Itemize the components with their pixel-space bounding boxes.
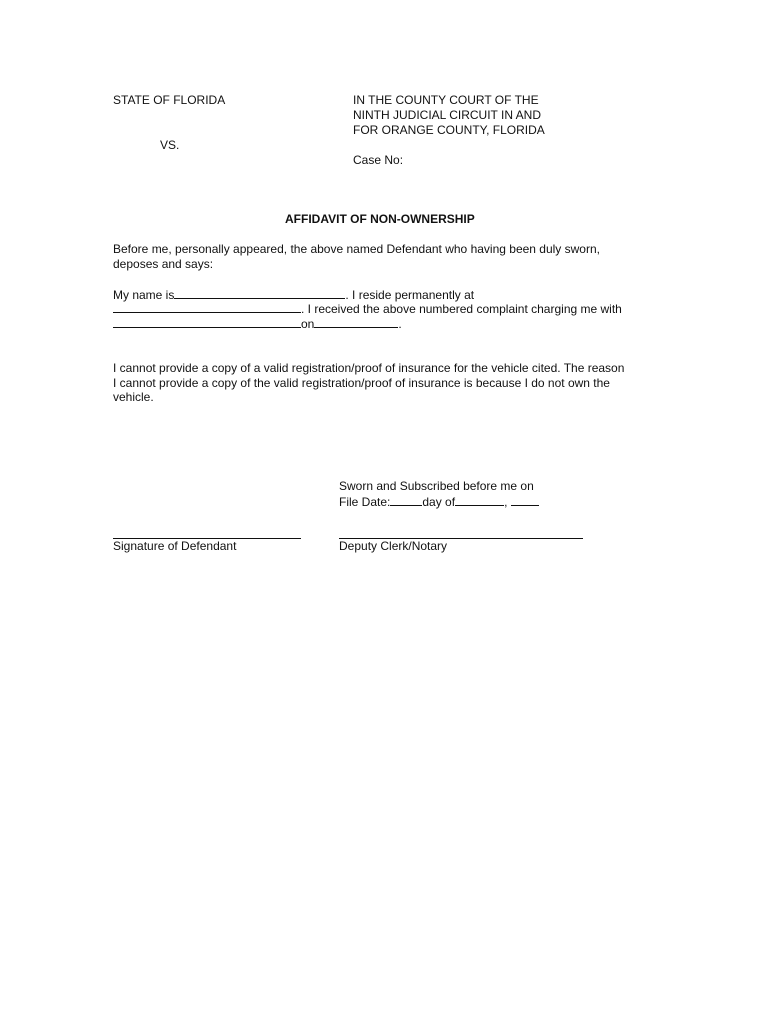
year-blank[interactable] [511,494,539,506]
body-line-3: vehicle. [113,390,154,404]
day-blank[interactable] [390,494,422,506]
file-date-line [339,494,539,510]
month-blank[interactable] [455,494,504,506]
court-line-1: IN THE COUNTY COURT OF THE [353,93,539,107]
on-label: on [301,317,315,331]
court-line-3: FOR ORANGE COUNTY, FLORIDA [353,123,545,137]
charge-blank[interactable] [113,316,301,328]
case-number-label: Case No: [353,153,404,167]
received-label: . I received the above numbered complaint charging me with [301,302,622,316]
vs-label: VS. [160,138,180,152]
body-line-1: I cannot provide a copy of a valid registration/proof of insurance for the vehicle cited. The reason [113,361,625,375]
name-blank[interactable] [174,287,345,299]
intro-line-2: deposes and says: [113,257,214,271]
court-line-2: NINTH JUDICIAL CIRCUIT IN AND [353,108,542,122]
state-label: STATE OF FLORIDA [113,93,226,107]
intro-line-1: Before me, personally appeared, the above named Defendant who having been duly sworn, [113,242,600,256]
statement-line-2 [113,301,622,317]
my-name-label: My name is [113,288,175,302]
comma-label: , [504,495,508,509]
document-title: AFFIDAVIT OF NON-OWNERSHIP [285,212,475,226]
body-line-2: I cannot provide a copy of the valid registration/proof of insurance is because I do not own the [113,376,610,390]
date-blank[interactable] [314,316,398,328]
statement-period: . [398,317,402,331]
reside-label: . I reside permanently at [345,288,475,302]
day-of-label: day of [422,495,456,509]
defendant-signature-label: Signature of Defendant [113,539,237,553]
file-date-label: File Date: [339,495,391,509]
sworn-line: Sworn and Subscribed before me on [339,479,534,493]
clerk-signature-label: Deputy Clerk/Notary [339,539,448,553]
address-blank[interactable] [113,301,301,313]
statement-line-3 [113,316,402,332]
